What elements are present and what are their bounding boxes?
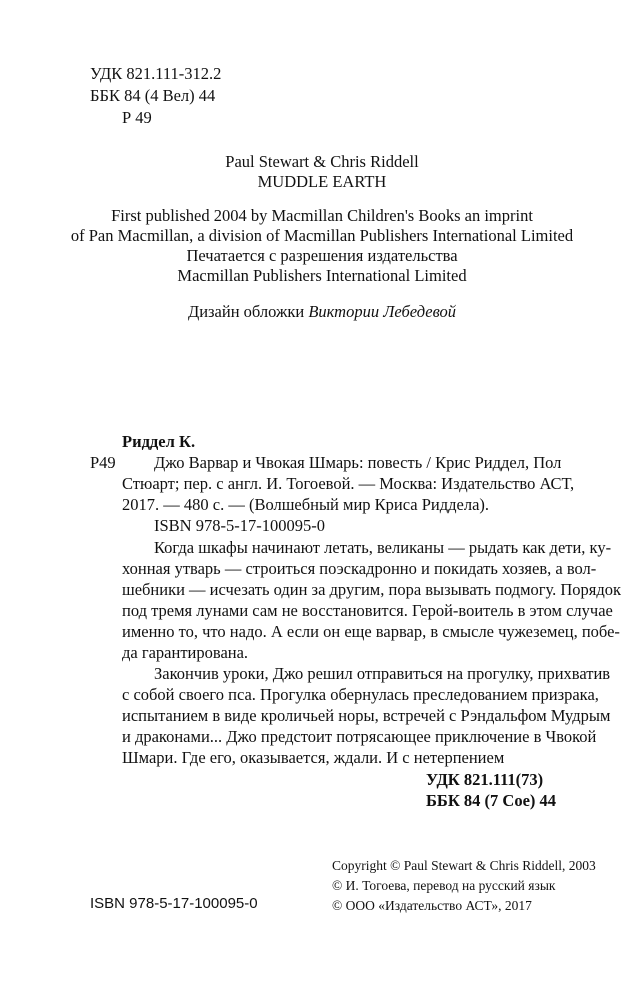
original-title: MUDDLE EARTH <box>257 172 387 191</box>
description-line-1: Джо Варвар и Чвокая Шмарь: повесть / Крис Риддел, Пол <box>154 453 562 472</box>
annotation-p1-line-3: шебники — исчезать один за другим, пора вызывать подмогу. Порядок <box>122 580 622 599</box>
permission-line-2: Macmillan Publishers International Limited <box>177 266 467 285</box>
bbk-code-top: ББК 84 (4 Вел) 44 <box>90 86 216 105</box>
copyright-line-2: © И. Тогоева, перевод на русский язык <box>332 878 556 893</box>
cover-designer-name: Виктории Лебедевой <box>308 302 457 321</box>
permission-line-1: Печатается с разрешения издательства <box>186 246 458 265</box>
annotation-p2-line-2: с собой своего пса. Прогулка обернулась преследованием призрака, <box>122 685 599 704</box>
annotation-p1-line-6: да гарантирована. <box>122 643 249 662</box>
annotation-p1-line-4: под тремя лунами сам не восстановится. Герой-воитель в этом случае <box>122 601 613 620</box>
first-published-line-1: First published 2004 by Macmillan Children's Books an imprint <box>111 206 533 225</box>
copyright-line-3: © ООО «Издательство АСТ», 2017 <box>332 898 532 913</box>
annotation-p1-line-1: Когда шкафы начинают летать, великаны — рыдать как дети, ку- <box>154 538 612 557</box>
footer-isbn: ISBN 978-5-17-100095-0 <box>90 895 258 912</box>
description-line-2: Стюарт; пер. с англ. И. Тогоевой. — Москва: Издательство АСТ, <box>122 474 575 493</box>
annotation-p2-line-3: испытанием в виде кроличьей норы, встречей с Рэндальфом Мудрым <box>122 706 611 725</box>
cover-design-prefix: Дизайн обложки <box>187 302 309 321</box>
annotation-p2-line-5: Шмари. Где его, оказывается, ждали. И с нетерпением <box>122 748 505 767</box>
original-authors: Paul Stewart & Chris Riddell <box>225 152 419 171</box>
udk-code-top: УДК 821.111-312.2 <box>90 64 222 83</box>
cover-design <box>0 302 644 322</box>
author-mark: Р49 <box>90 453 116 472</box>
author-mark-top: Р 49 <box>122 108 152 127</box>
isbn-record: ISBN 978-5-17-100095-0 <box>154 516 325 535</box>
udk-code-bottom: УДК 821.111(73) <box>426 770 544 789</box>
annotation-p1-line-5: именно то, что надо. А если он еще варвар, в смысле чужеземец, побе- <box>122 622 620 641</box>
annotation-p2-line-1: Закончив уроки, Джо решил отправиться на прогулку, прихватив <box>154 664 611 683</box>
bbk-code-bottom: ББК 84 (7 Сое) 44 <box>426 791 557 810</box>
annotation-p2-line-4: и драконами... Джо предстоит потрясающее приключение в Чвокой <box>122 727 597 746</box>
annotation-p1-line-2: хонная утварь — строиться поэскадронно и покидать хозяев, а вол- <box>122 559 597 578</box>
first-published-line-2: of Pan Macmillan, a division of Macmillan Publishers International Limited <box>70 226 574 245</box>
copyright-line-1: Copyright © Paul Stewart & Chris Riddell, 2003 <box>332 858 596 873</box>
description-line-3: 2017. — 480 с. — (Волшебный мир Криса Риддела). <box>122 495 490 514</box>
author-heading: Риддел К. <box>122 432 196 451</box>
